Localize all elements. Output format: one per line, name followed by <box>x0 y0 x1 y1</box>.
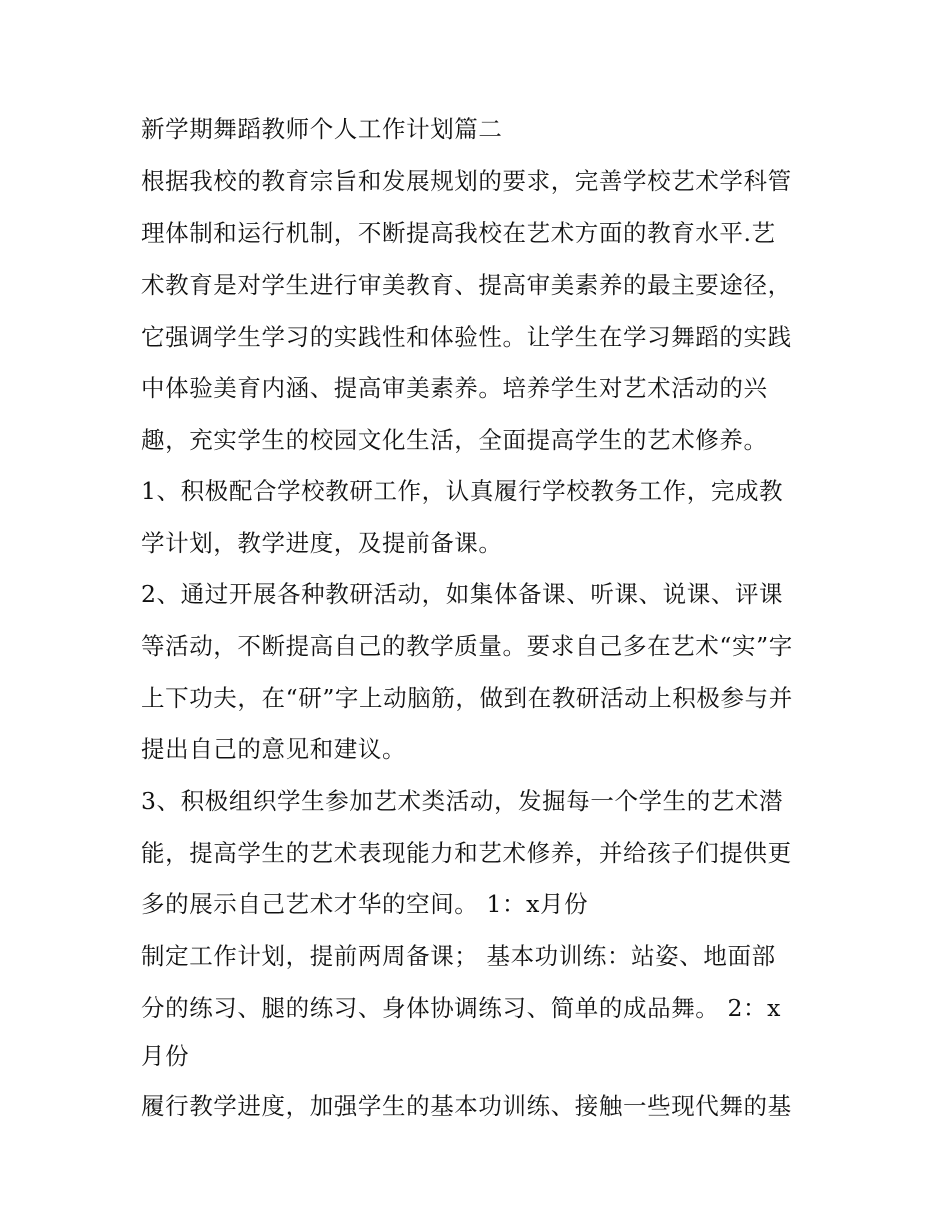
text-line: 趣，充实学生的校园文化生活，全面提高学生的艺术修养。 <box>141 426 768 454</box>
text-line: 上下功夫，在“研”字上动脑筋，做到在教研活动上积极参与并 <box>141 684 793 712</box>
document-title: 新学期舞蹈教师个人工作计划篇二 <box>141 115 503 143</box>
text-line: 月份 <box>141 1042 190 1070</box>
text-line: 能，提高学生的艺术表现能力和艺术修养，并给孩子们提供更 <box>141 839 792 867</box>
list-item-1: 1、积极配合学校教研工作，认真履行学校教务工作，完成教 <box>141 477 784 505</box>
list-item-2: 2、通过开展各种教研活动，如集体备课、听课、说课、评课 <box>141 580 784 608</box>
text-line: 制定工作计划，提前两周备课； 基本功训练：站姿、地面部 <box>141 942 776 970</box>
text-line: 多的展示自己艺术才华的空间。 1：x月份 <box>141 890 589 918</box>
text-line: 分的练习、腿的练习、身体协调练习、简单的成品舞。 2：x <box>141 994 781 1022</box>
text-line: 等活动，不断提高自己的教学质量。要求自己多在艺术“实”字 <box>141 632 793 660</box>
text-line: 履行教学进度，加强学生的基本功训练、接触一些现代舞的基 <box>141 1092 792 1120</box>
text-line: 提出自己的意见和建议。 <box>141 735 407 763</box>
text-line: 学计划，教学进度，及提前备课。 <box>141 529 503 557</box>
text-line: 它强调学生学习的实践性和体验性。让学生在学习舞蹈的实践 <box>141 323 792 351</box>
text-line: 理体制和运行机制，不断提高我校在艺术方面的教育水平.艺 <box>141 219 776 247</box>
text-line: 中体验美育内涵、提高审美素养。培养学生对艺术活动的兴 <box>141 374 768 402</box>
list-item-3: 3、积极组织学生参加艺术类活动，发掘每一个学生的艺术潜 <box>141 787 784 815</box>
text-line: 术教育是对学生进行审美教育、提高审美素养的最主要途径， <box>141 271 792 299</box>
text-line: 根据我校的教育宗旨和发展规划的要求，完善学校艺术学科管 <box>141 167 792 195</box>
